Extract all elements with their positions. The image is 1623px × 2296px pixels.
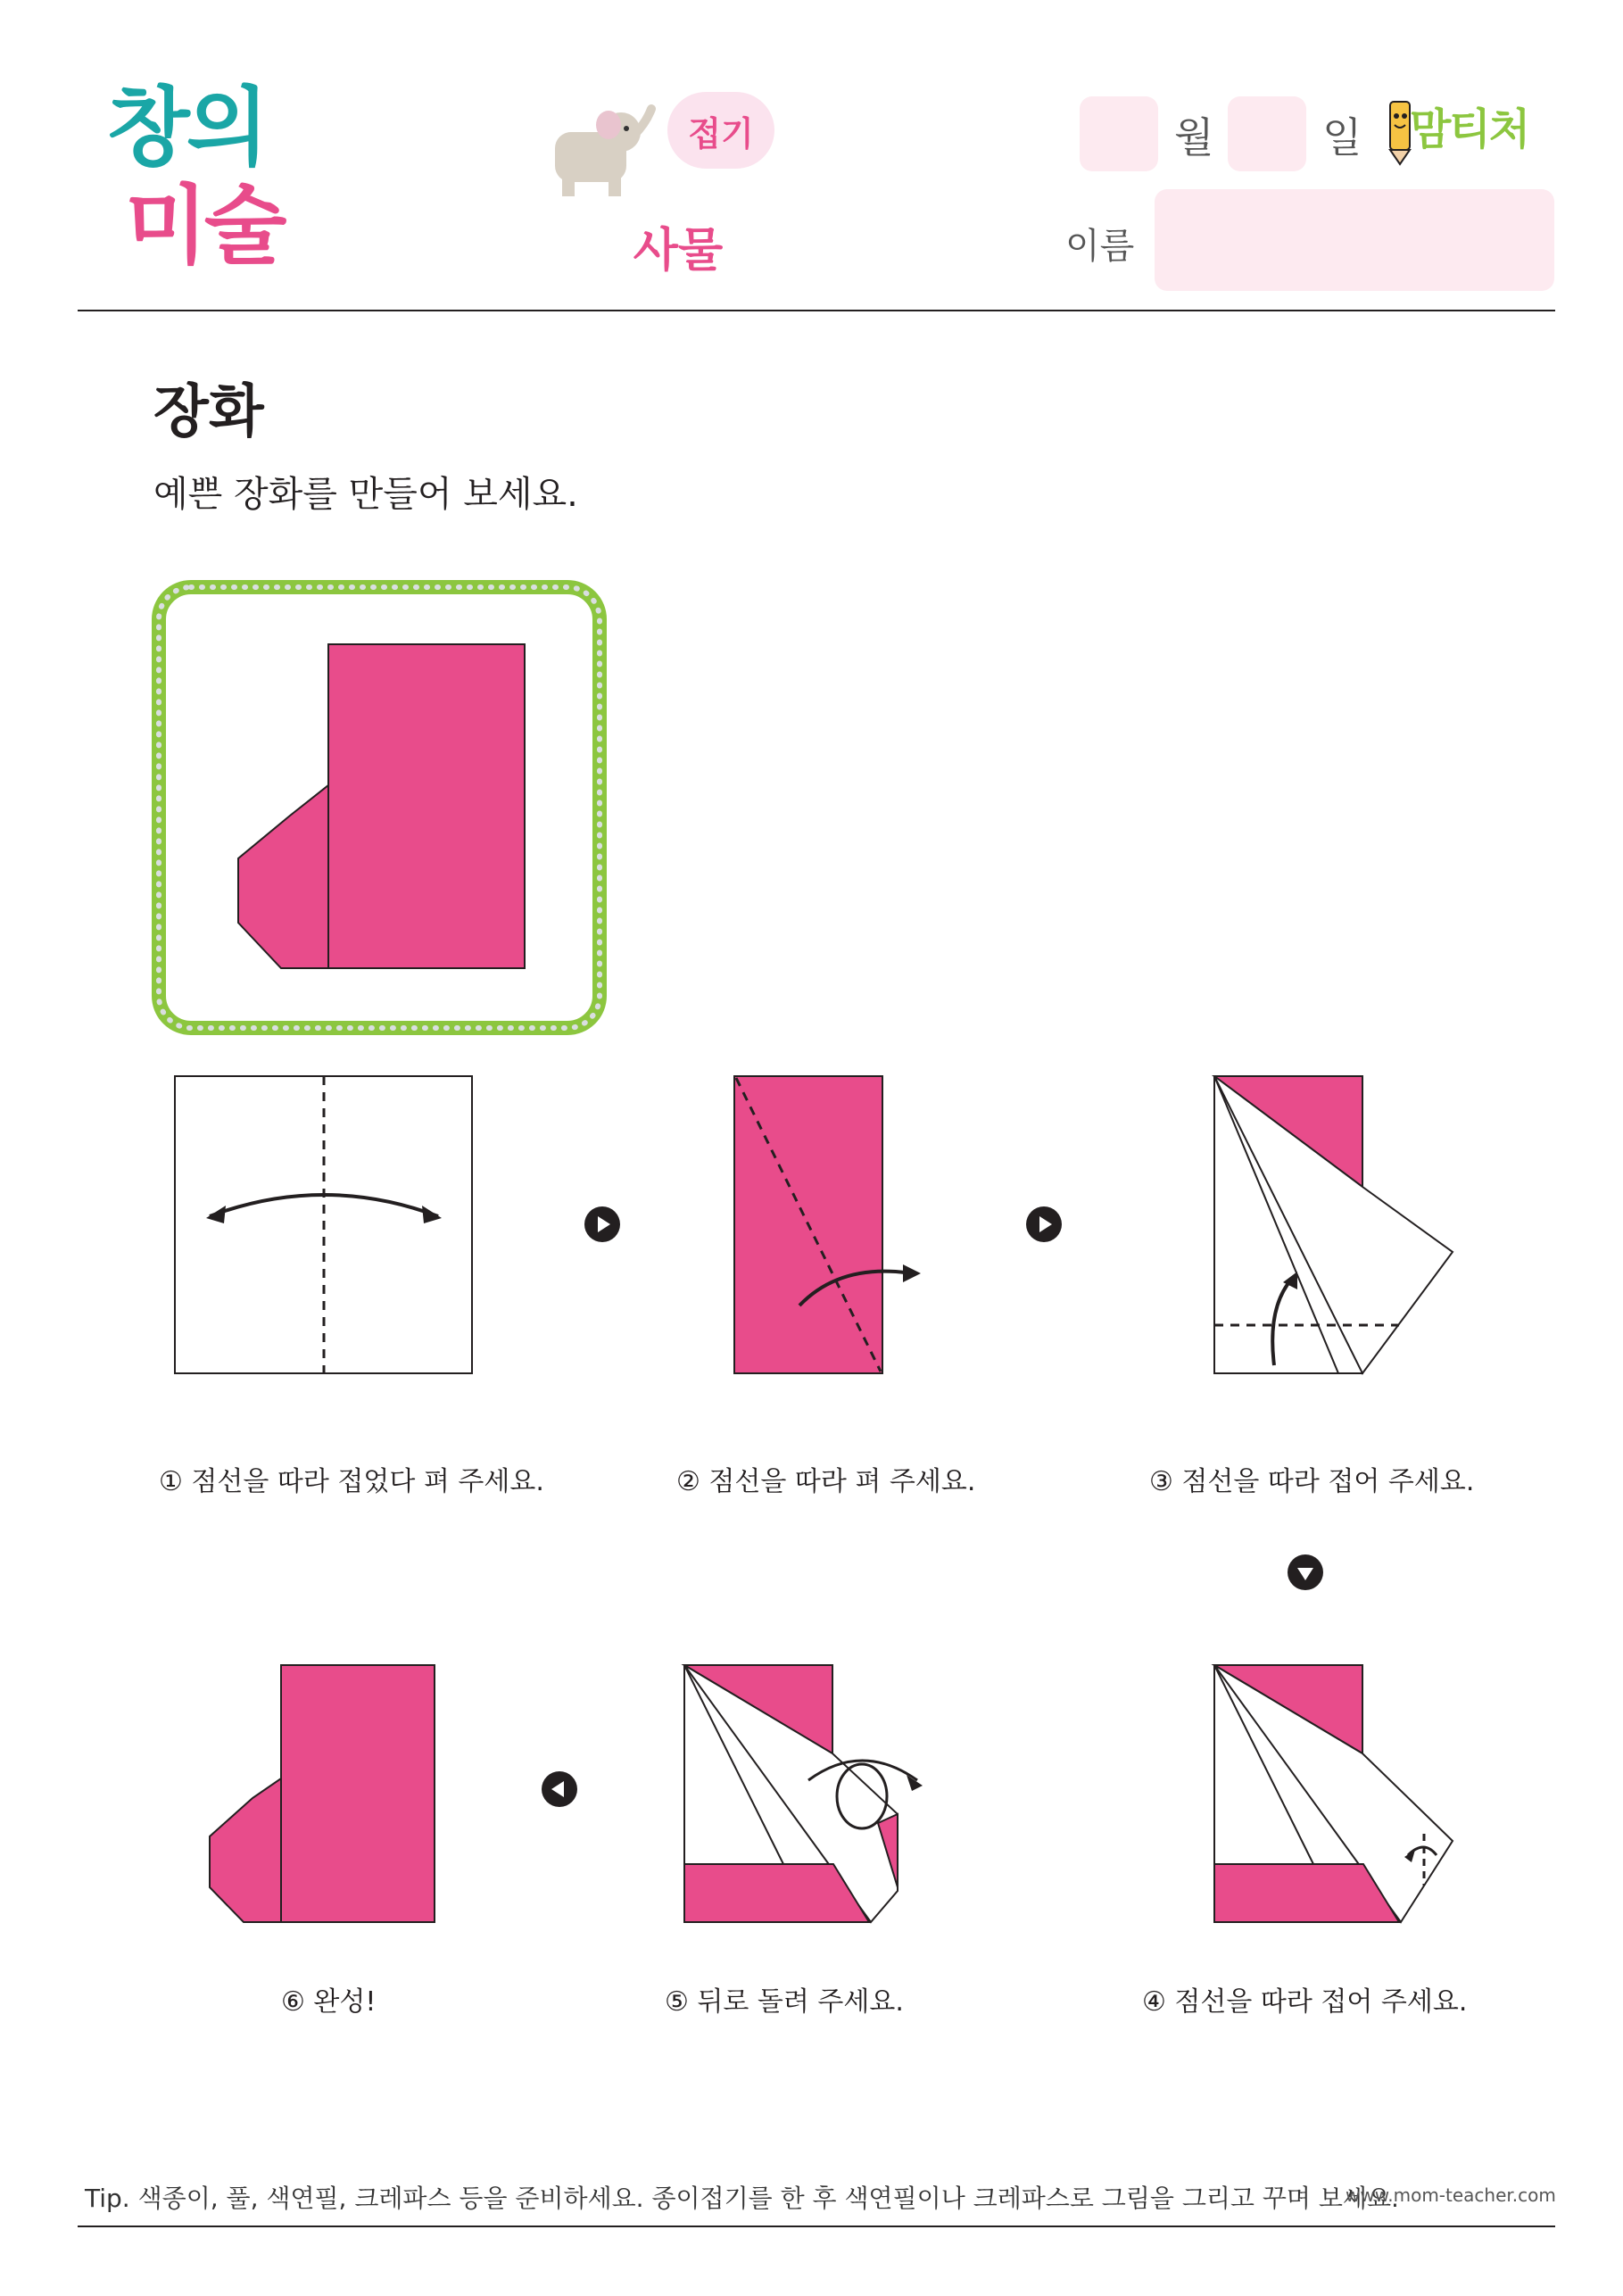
arrow-left-icon <box>542 1771 577 1807</box>
footer-divider <box>78 2226 1555 2227</box>
logo-text-top: 창의 <box>107 78 266 178</box>
tip-text: Tip. 색종이, 풀, 색연필, 크레파스 등을 준비하세요. 종이접기를 한 후 색연필이나 크레파스로 그림을 그리고 꾸며 보세요. <box>85 2184 1399 2213</box>
logo-text-bottom: 미술 <box>125 176 284 276</box>
step4-caption: ④ 점선을 따라 접어 주세요. <box>1142 1986 1468 2018</box>
step6-diagram <box>208 1664 440 1932</box>
subject-label: 사물 <box>633 224 724 278</box>
page-subtitle: 예쁜 장화를 만들어 보세요. <box>153 474 578 515</box>
step1-caption: ① 점선을 따라 접었다 펴 주세요. <box>159 1466 544 1497</box>
step3-diagram <box>1213 1075 1463 1379</box>
day-label: 일 <box>1322 113 1362 162</box>
page-title: 장화 <box>153 379 264 445</box>
boot-result-illustration <box>236 644 531 974</box>
header-divider <box>78 310 1555 311</box>
arrow-right-icon <box>584 1206 620 1242</box>
elephant-icon <box>546 105 653 198</box>
step2-diagram <box>733 1075 930 1379</box>
category-bubble: 접기 <box>667 92 774 169</box>
brand-logo: 맘티처 <box>1410 104 1529 154</box>
name-label: 이름 <box>1065 226 1135 267</box>
month-input[interactable] <box>1080 96 1158 171</box>
site-url: www.mom-teacher.com <box>1346 2184 1556 2206</box>
name-input[interactable] <box>1155 189 1554 291</box>
step3-caption: ③ 점선을 따라 접어 주세요. <box>1149 1466 1475 1497</box>
step2-caption: ② 점선을 따라 펴 주세요. <box>676 1466 976 1497</box>
arrow-down-icon <box>1288 1554 1323 1590</box>
step1-diagram <box>174 1075 477 1379</box>
step5-caption: ⑤ 뒤로 돌려 주세요. <box>665 1986 904 2018</box>
arrow-right-icon <box>1026 1206 1062 1242</box>
month-label: 월 <box>1174 113 1214 162</box>
step4-diagram <box>1213 1664 1463 1932</box>
step6-caption: ⑥ 완성! <box>281 1986 377 2018</box>
step5-diagram <box>683 1664 951 1932</box>
day-input[interactable] <box>1228 96 1306 171</box>
